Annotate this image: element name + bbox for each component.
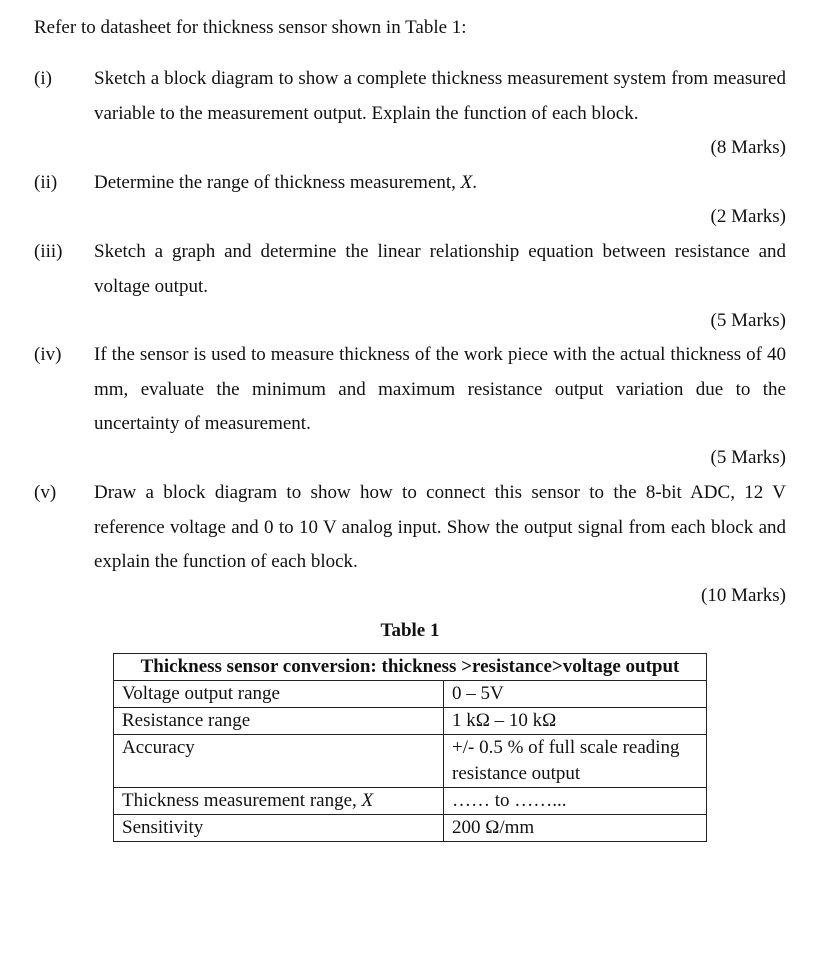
marks-label: (2 Marks) [710, 206, 786, 227]
marks-label: (8 Marks) [710, 137, 786, 158]
intro-text: Refer to datasheet for thickness sensor shown in Table 1: [34, 17, 467, 38]
value-cell: +/- 0.5 % of full scale reading resistance output [444, 735, 707, 788]
question-number: (v) [34, 482, 57, 503]
param-cell [114, 788, 444, 815]
variable-x: X [361, 790, 374, 811]
table-row [114, 735, 707, 788]
question-text: Draw a block diagram to show how to connect this sensor to the 8-bit ADC, 12 V reference voltage and 0 to 10 V analog input. Show the output signal from each block and explain the function of each block. [94, 482, 786, 572]
question-number: (i) [34, 68, 52, 89]
value-cell: 200 Ω/mm [444, 815, 707, 842]
param-cell: Accuracy [114, 735, 444, 788]
question-number: (ii) [34, 172, 58, 193]
table-row [114, 708, 707, 735]
question-text: Sketch a block diagram to show a complete thickness measurement system from measured variable to the measurement output. Explain the function of each block. [94, 68, 786, 124]
value-cell: 0 – 5V [444, 681, 707, 708]
param-cell: Sensitivity [114, 815, 444, 842]
table-header-row [114, 654, 707, 681]
question-text [94, 166, 786, 201]
table-row [114, 788, 707, 815]
spec-table [113, 653, 707, 842]
table-caption: Table 1 [380, 620, 440, 641]
value-cell: …… to ……... [444, 788, 707, 815]
question-text-end: . [472, 172, 478, 193]
question-number: (iv) [34, 344, 62, 365]
table-header: Thickness sensor conversion: thickness >resistance>voltage output [114, 654, 707, 681]
question-text: If the sensor is used to measure thickness of the work piece with the actual thickness of 40 mm, evaluate the minimum and maximum resistance output variation due to the uncertainty of measurement. [94, 344, 786, 434]
param-cell: Resistance range [114, 708, 444, 735]
marks-label: (5 Marks) [710, 310, 786, 331]
marks-label: (5 Marks) [710, 447, 786, 468]
marks-label: (10 Marks) [701, 585, 786, 606]
variable-x: X [460, 172, 473, 193]
value-cell: 1 kΩ – 10 kΩ [444, 708, 707, 735]
question-text-main: Determine the range of thickness measurement, [94, 172, 461, 193]
table-row [114, 681, 707, 708]
param-text: Thickness measurement range, [122, 790, 362, 811]
param-cell: Voltage output range [114, 681, 444, 708]
table-row [114, 815, 707, 842]
question-text: Sketch a graph and determine the linear relationship equation between resistance and voltage output. [94, 241, 786, 297]
question-number: (iii) [34, 241, 63, 262]
